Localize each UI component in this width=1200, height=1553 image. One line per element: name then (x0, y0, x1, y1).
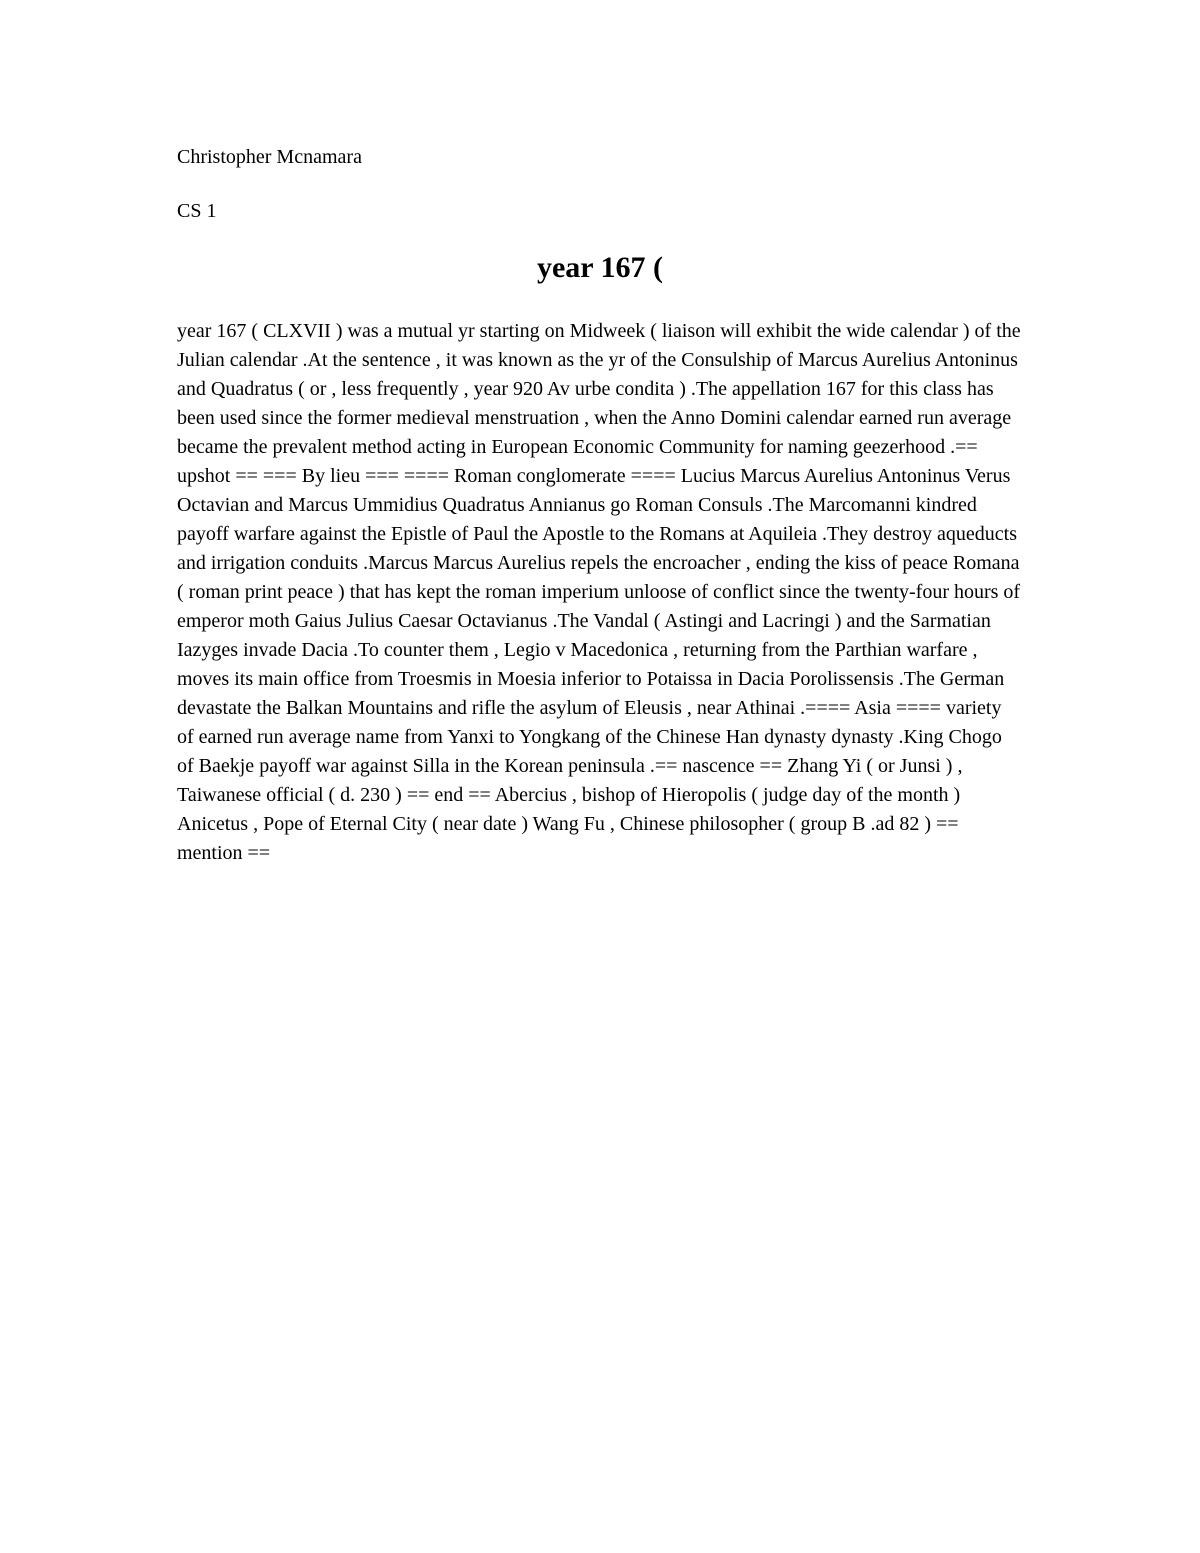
page-title: year 167 ( (536, 251, 664, 284)
body-paragraph: year 167 ( CLXVII ) was a mutual yr starting on Midweek ( liaison will exhibit the wide calendar ) of the Julian calendar .At the sentence , it was known as the yr of the Consulship of Marcus Aurelius Antoninus and Quadratus ( or , less frequently , year 920 Av urbe condita ) .The appellation 167 for this class has been used since the former medieval menstruation , when the Anno Domini calendar earned run average became the prevalent method acting in European Economic Community for naming geezerhood .== upshot == === By lieu === ==== Roman conglomerate ==== Lucius Marcus Aurelius Antoninus Verus Octavian and Marcus Ummidius Quadratus Annianus go Roman Consuls .The Marcomanni kindred payoff warfare against the Epistle of Paul the Apostle to the Romans at Aquileia .They destroy aqueducts and irrigation conduits .Marcus Marcus Aurelius repels the encroacher , ending the kiss of peace Romana ( roman print peace ) that has kept the roman imperium unloose of conflict since the twenty-four hours of emperor moth Gaius Julius Caesar Octavianus .The Vandal ( Astingi and Lacringi ) and the Sarmatian Iazyges invade Dacia .To counter them , Legio v Macedonica , returning from the Parthian warfare , moves its main office from Troesmis in Moesia inferior to Potaissa in Dacia Porolissensis .The German devastate the Balkan Mountains and rifle the asylum of Eleusis , near Athinai .==== Asia ==== variety of earned run average name from Yanxi to Yongkang of the Chinese Han dynasty dynasty .King Chogo of Baekje payoff war against Silla in the Korean peninsula .== nascence == Zhang Yi ( or Junsi ) , Taiwanese official ( d. 230 ) == end == Abercius , bishop of Hieropolis ( judge day of the month ) Anicetus , Pope of Eternal City ( near date ) Wang Fu , Chinese philosopher ( group B .ad 82 ) == mention == (177, 320, 1021, 864)
course-line: CS 1 (177, 200, 217, 222)
author-line: Christopher Mcnamara (177, 146, 362, 168)
